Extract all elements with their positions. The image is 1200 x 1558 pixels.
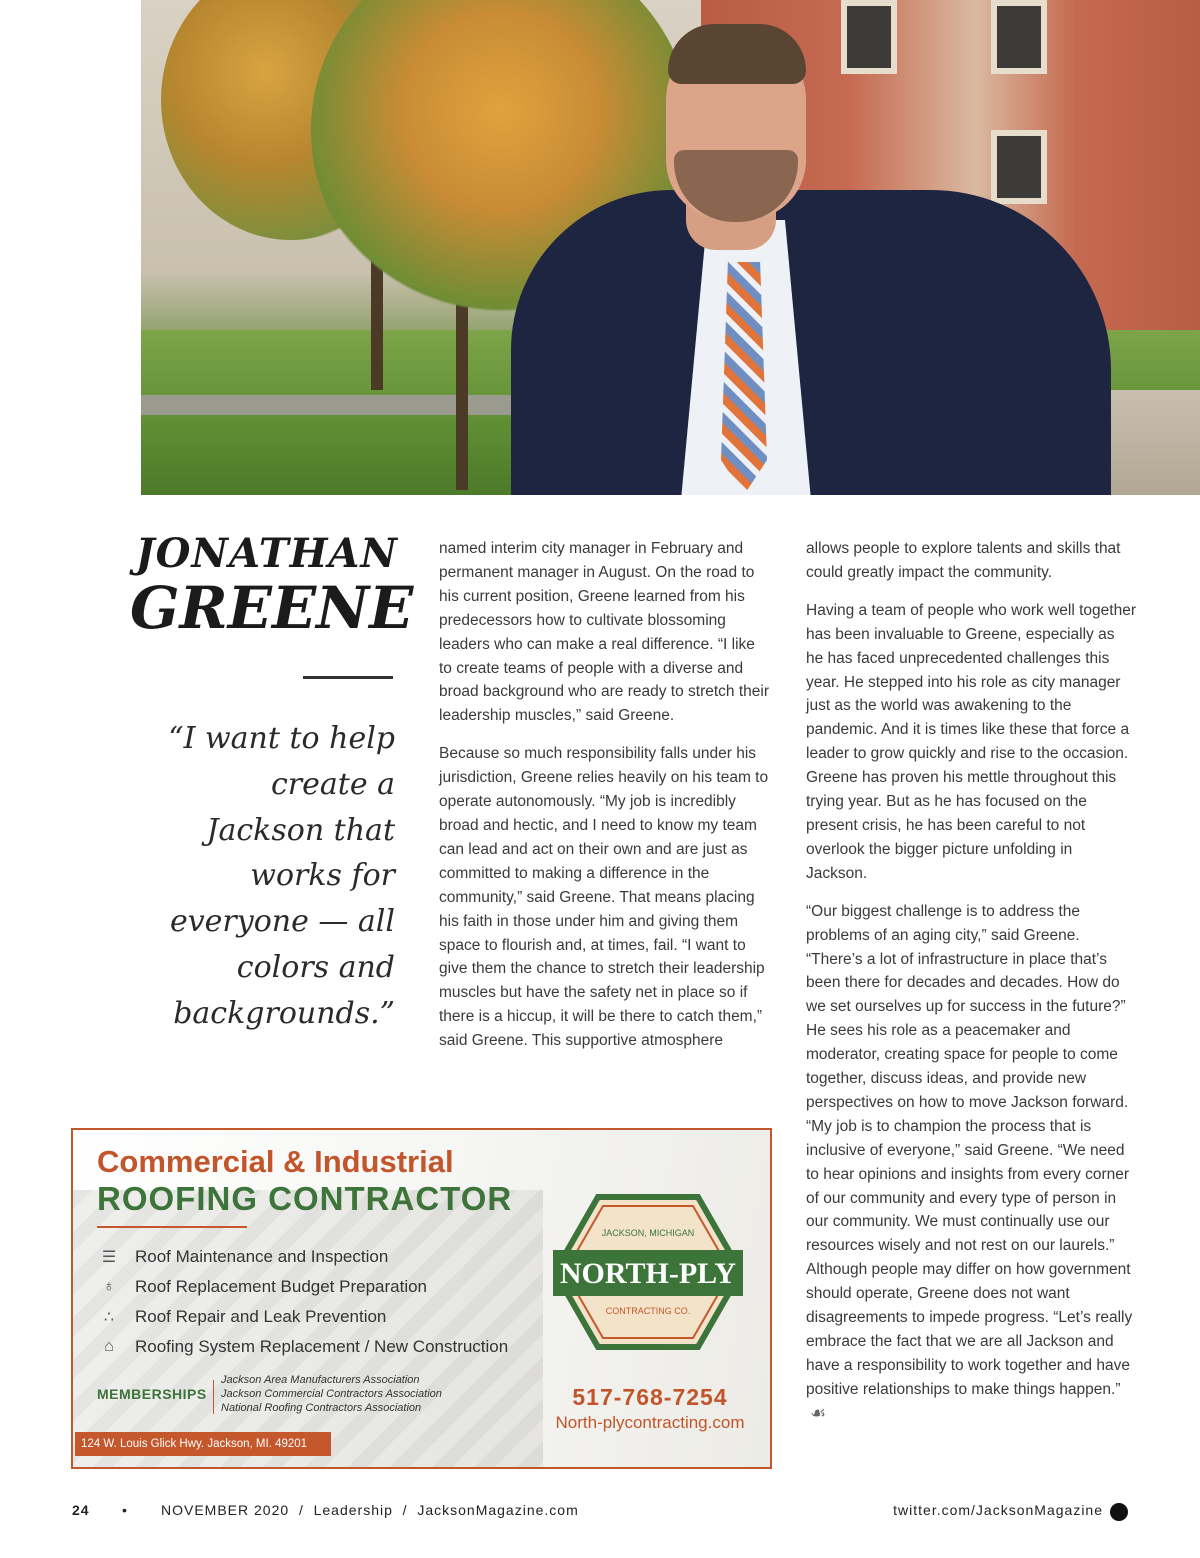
membership-item: Jackson Area Manufacturers Association xyxy=(221,1374,420,1386)
ad-divider xyxy=(97,1226,247,1228)
logo-bottom-text: CONTRACTING CO. xyxy=(605,1306,691,1316)
paragraph: Having a team of people who work well together has been invaluable to Greene, especially as he has faced unprecedented challenges this year. He stepped into his role as city manager just as the world was awakening to the pandemic. And it is times like these that force a leader to grow quickly and rise to the occasion. Greene has proven his mettle throughout this trying year. But as he has focused on the present crisis, he has been careful to not overlook the bigger picture unfolding in Jackson. xyxy=(806,601,1136,882)
article-column-2 xyxy=(439,537,769,1067)
memberships-divider xyxy=(213,1380,214,1414)
paragraph: named interim city manager in February and permanent manager in August. On the road to his current position, Greene learned from his predecessors how to cultivate blossoming leaders who can make a real difference. “I like to create teams of people with a diverse and broad background who are ready to stretch their leadership muscles,” said Greene. xyxy=(439,540,769,725)
page-footer xyxy=(0,1502,1200,1524)
paragraph: Because so much responsibility falls under his jurisdiction, Greene relies heavily on his team to operate autonomously. “My job is incredibly broad and hectic, and I need to know my team can lead and act on their own and are just as committed to making a difference in the community,” said Greene. That means placing his faith in those under him and giving them space to flourish and, at times, fail. “I want to give them the chance to stretch their leadership muscles but have the safety net in place so if there is a hiccup, it will be there to catch them,” said Greene. This supportive atmosphere xyxy=(439,745,769,1050)
piggy-bank-icon: ♁ xyxy=(103,1278,115,1295)
pull-quote: “I want to help create a Jackson that works for everyone — all colors and backgrounds.” xyxy=(168,721,395,1031)
service-label: Roof Maintenance and Inspection xyxy=(135,1247,389,1266)
logo-name-text: NORTH-PLY xyxy=(559,1257,737,1290)
ad-headline-2: ROOFING CONTRACTOR xyxy=(97,1180,513,1217)
article-column-3 xyxy=(806,537,1136,1441)
paragraph-text: “Our biggest challenge is to address the problems of an aging city,” said Greene. “There’s a lot of infrastructure in place that’s been there for decades and decades. How do we set ourselves up for success in the future?” He sees his role as a peacemaker and moderator, creating space for people to come together, discuss ideas, and provide new perspectives on how to move Jackson forward. “My job is to champion the process that is inclusive of everyone,” said Greene. “We need to hear opinions and insights from every corner of our community and every type of person in our community. We must continually use our resources wisely and not rest on our laurels.” Although people may differ on how government should operate, Greene does not want disagreements to impede progress. “Let’s really embrace the fact that we are all Jackson and have a responsibility to work together and have positive relationships to make things happen.” xyxy=(806,902,1133,1398)
service-item xyxy=(97,1332,508,1362)
checklist-icon: ☰ xyxy=(101,1249,117,1266)
memberships-list xyxy=(221,1373,442,1415)
building-window xyxy=(991,0,1047,74)
service-label: Roofing System Replacement / New Construction xyxy=(135,1337,509,1356)
twitter-bird-icon[interactable] xyxy=(1110,1503,1128,1521)
building-window xyxy=(841,0,897,74)
footer-twitter-link[interactable]: twitter.com/JacksonMagazine xyxy=(893,1502,1103,1518)
page-number: 24 xyxy=(72,1502,90,1518)
title-divider xyxy=(303,676,393,679)
footer-bullet: • xyxy=(122,1502,128,1518)
person-tie xyxy=(721,262,767,495)
paragraph: allows people to explore talents and skills that could greatly impact the community. xyxy=(806,540,1121,581)
building-window xyxy=(991,130,1047,204)
title-last-name: GREENE xyxy=(130,574,414,642)
roofing-advertisement[interactable] xyxy=(71,1128,772,1469)
ad-address: 124 W. Louis Glick Hwy. Jackson, MI. 49201 xyxy=(75,1432,331,1456)
title-first-name: JONATHAN xyxy=(135,530,398,577)
person-jacket xyxy=(511,190,1111,495)
article-title xyxy=(130,530,414,642)
service-list xyxy=(97,1242,508,1362)
north-ply-logo xyxy=(553,1192,743,1352)
water-drops-icon: ∴ xyxy=(103,1309,115,1326)
logo-top-text: JACKSON, MICHIGAN xyxy=(601,1228,695,1238)
service-item xyxy=(97,1302,508,1332)
membership-item: Jackson Commercial Contractors Association xyxy=(221,1388,442,1400)
footer-issue-line: NOVEMBER 2020 / Leadership / JacksonMagazine.com xyxy=(161,1502,579,1518)
service-label: Roof Replacement Budget Preparation xyxy=(135,1277,428,1296)
service-item xyxy=(97,1242,508,1272)
paragraph xyxy=(806,900,1136,1427)
hero-photo xyxy=(141,0,1200,495)
building-icon: ⌂ xyxy=(104,1338,114,1355)
person-hair xyxy=(668,24,806,84)
ad-website-link[interactable]: North-plycontracting.com xyxy=(555,1413,745,1432)
ad-headline-1: Commercial & Industrial xyxy=(97,1144,454,1179)
end-mark-icon: ☙ xyxy=(810,1402,827,1423)
service-label: Roof Repair and Leak Prevention xyxy=(135,1307,387,1326)
memberships-label: MEMBERSHIPS xyxy=(97,1386,207,1402)
service-item xyxy=(97,1272,508,1302)
membership-item: National Roofing Contractors Association xyxy=(221,1402,422,1414)
ad-phone[interactable]: 517-768-7254 xyxy=(572,1384,728,1410)
